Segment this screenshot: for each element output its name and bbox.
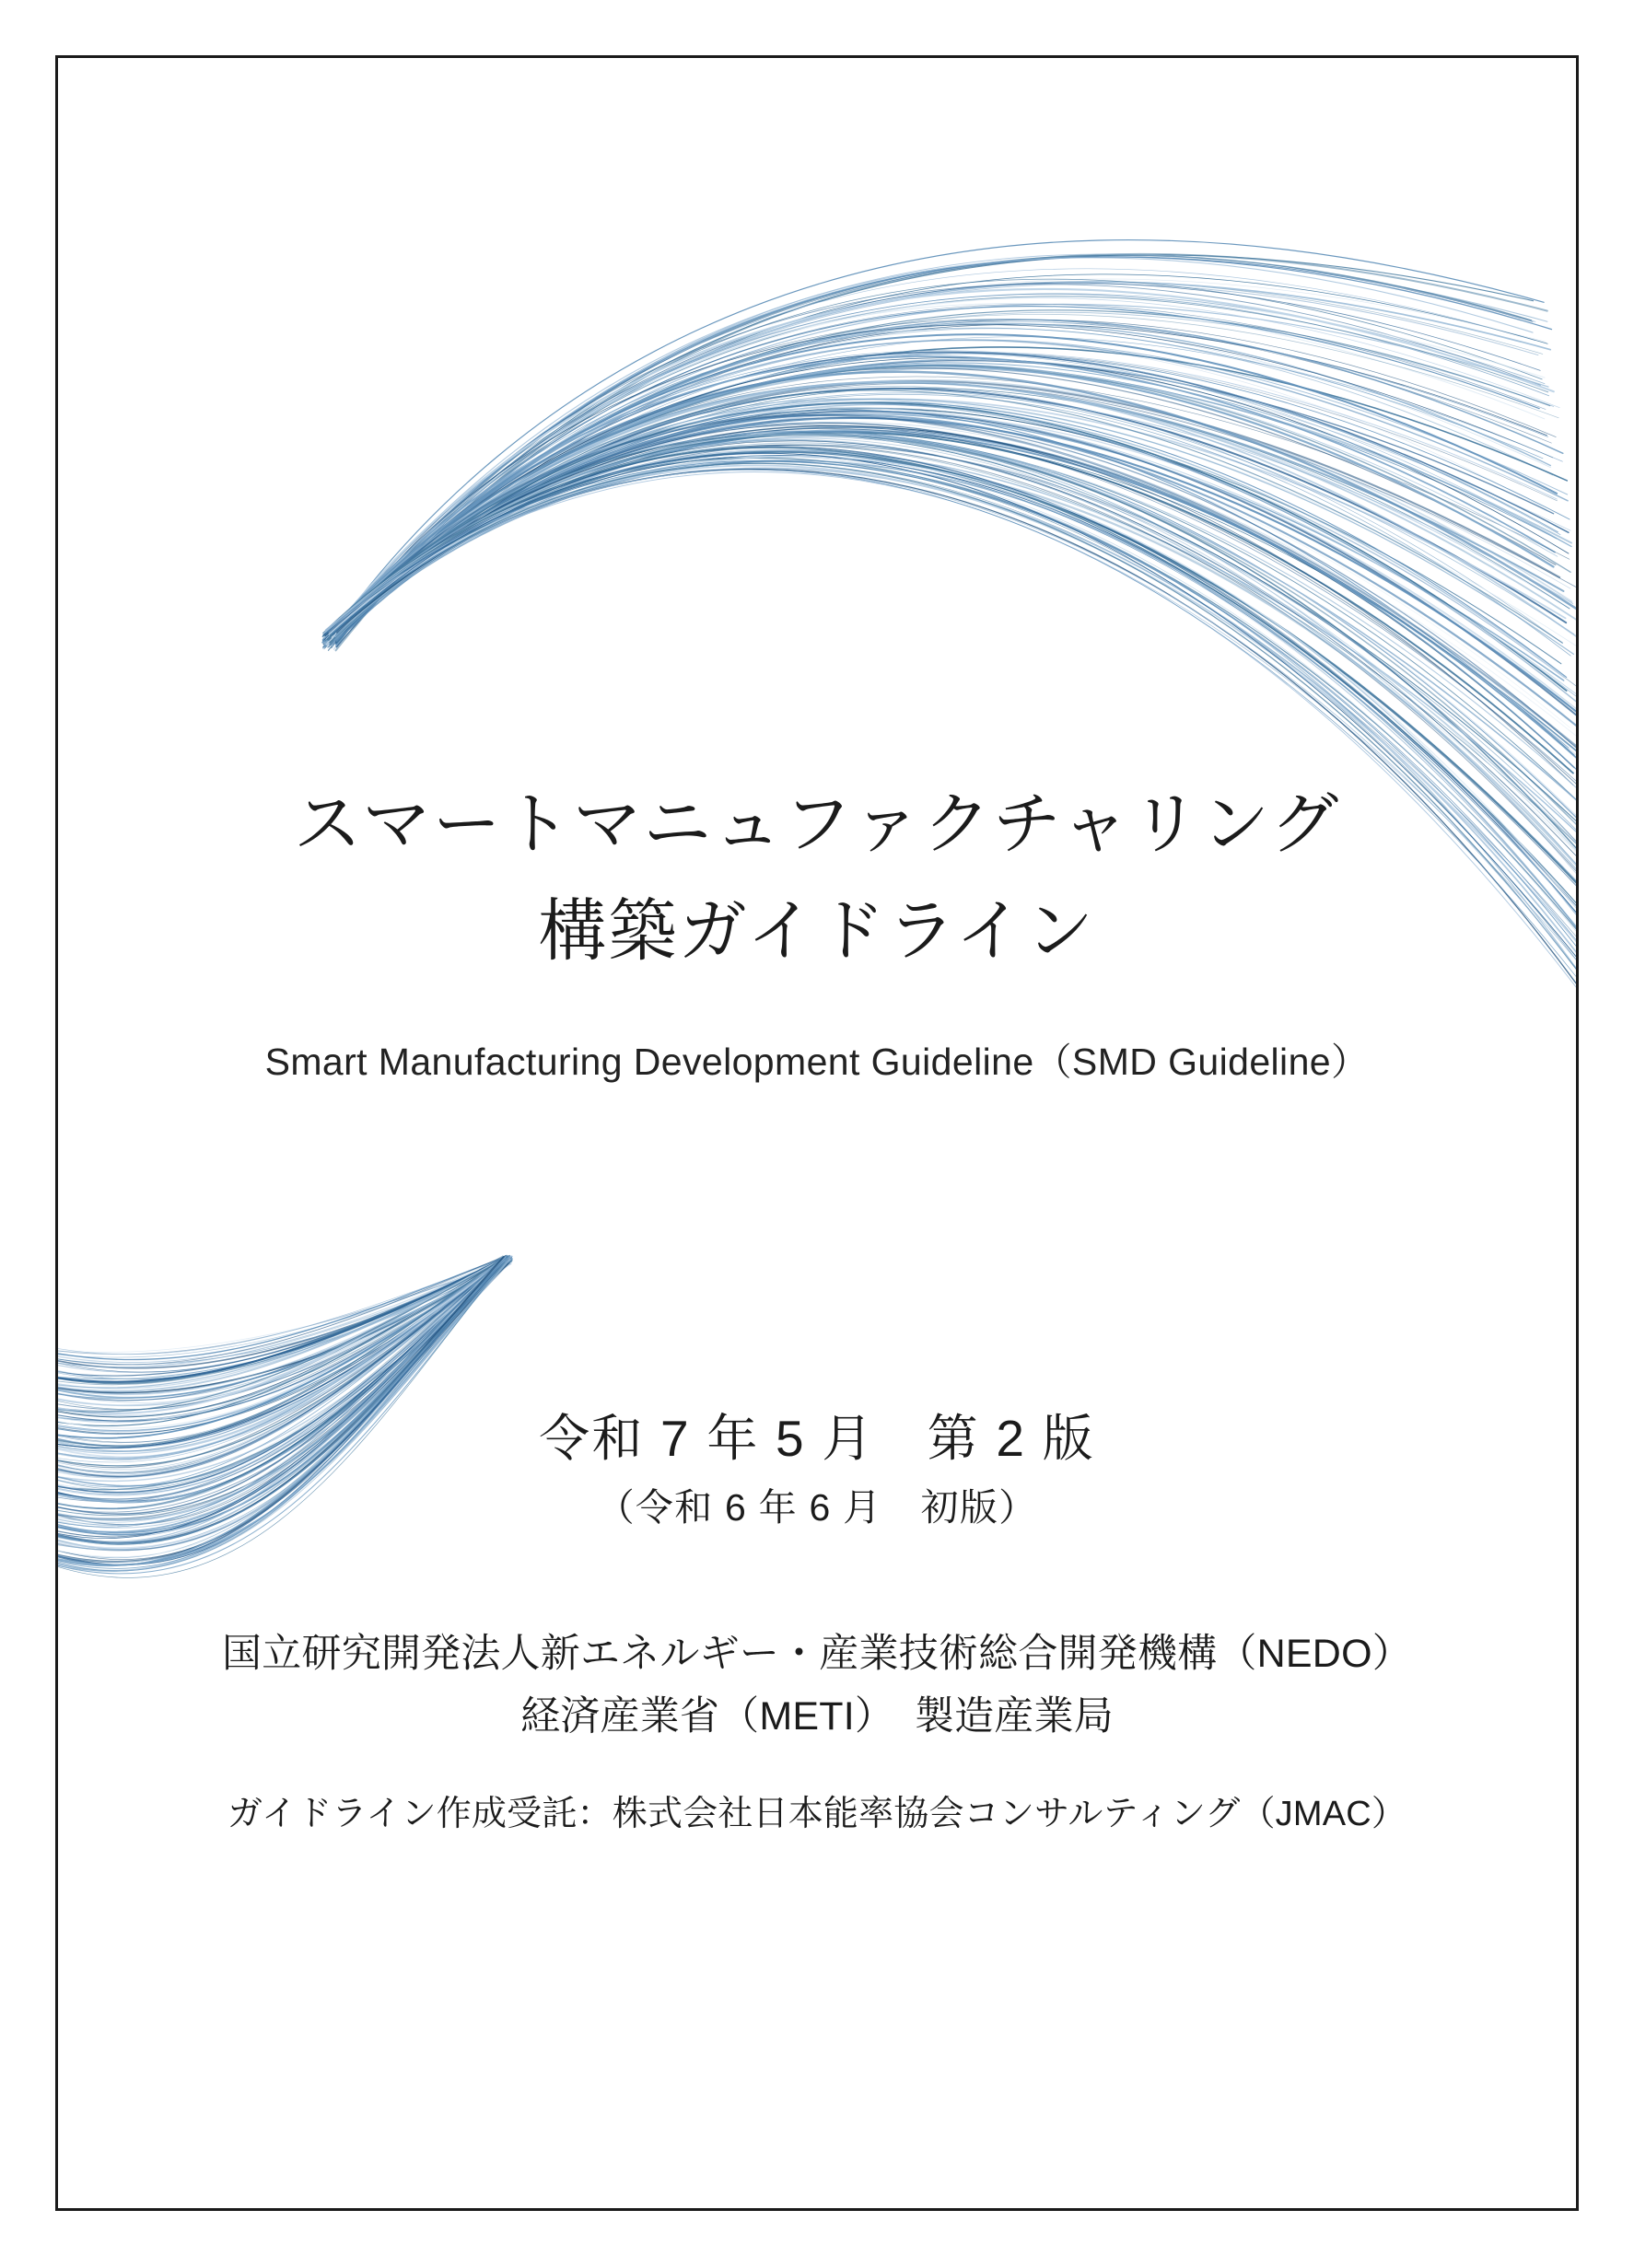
main-title-line1: スマートマニュファクチャリング (293, 785, 1341, 862)
organization-nedo: 国立研究開発法人新エネルギー・産業技術総合開発機構（NEDO） (222, 1632, 1412, 1676)
edition-date-current: 令和 7 年 5 月 第 2 版 (539, 1410, 1095, 1467)
organization-meti: 経済産業省（METI） 製造産業局 (520, 1694, 1114, 1739)
main-title-line2: 構築ガイドライン (538, 892, 1096, 969)
contractor-credit: ガイドライン作成受託：株式会社日本能率協会コンサルティング（JMAC） (227, 1795, 1407, 1833)
english-subtitle: Smart Manufacturing Development Guideline（SMD Guideline） (264, 1041, 1370, 1083)
edition-date-first: （令和 6 年 6 月 初版） (596, 1486, 1038, 1529)
